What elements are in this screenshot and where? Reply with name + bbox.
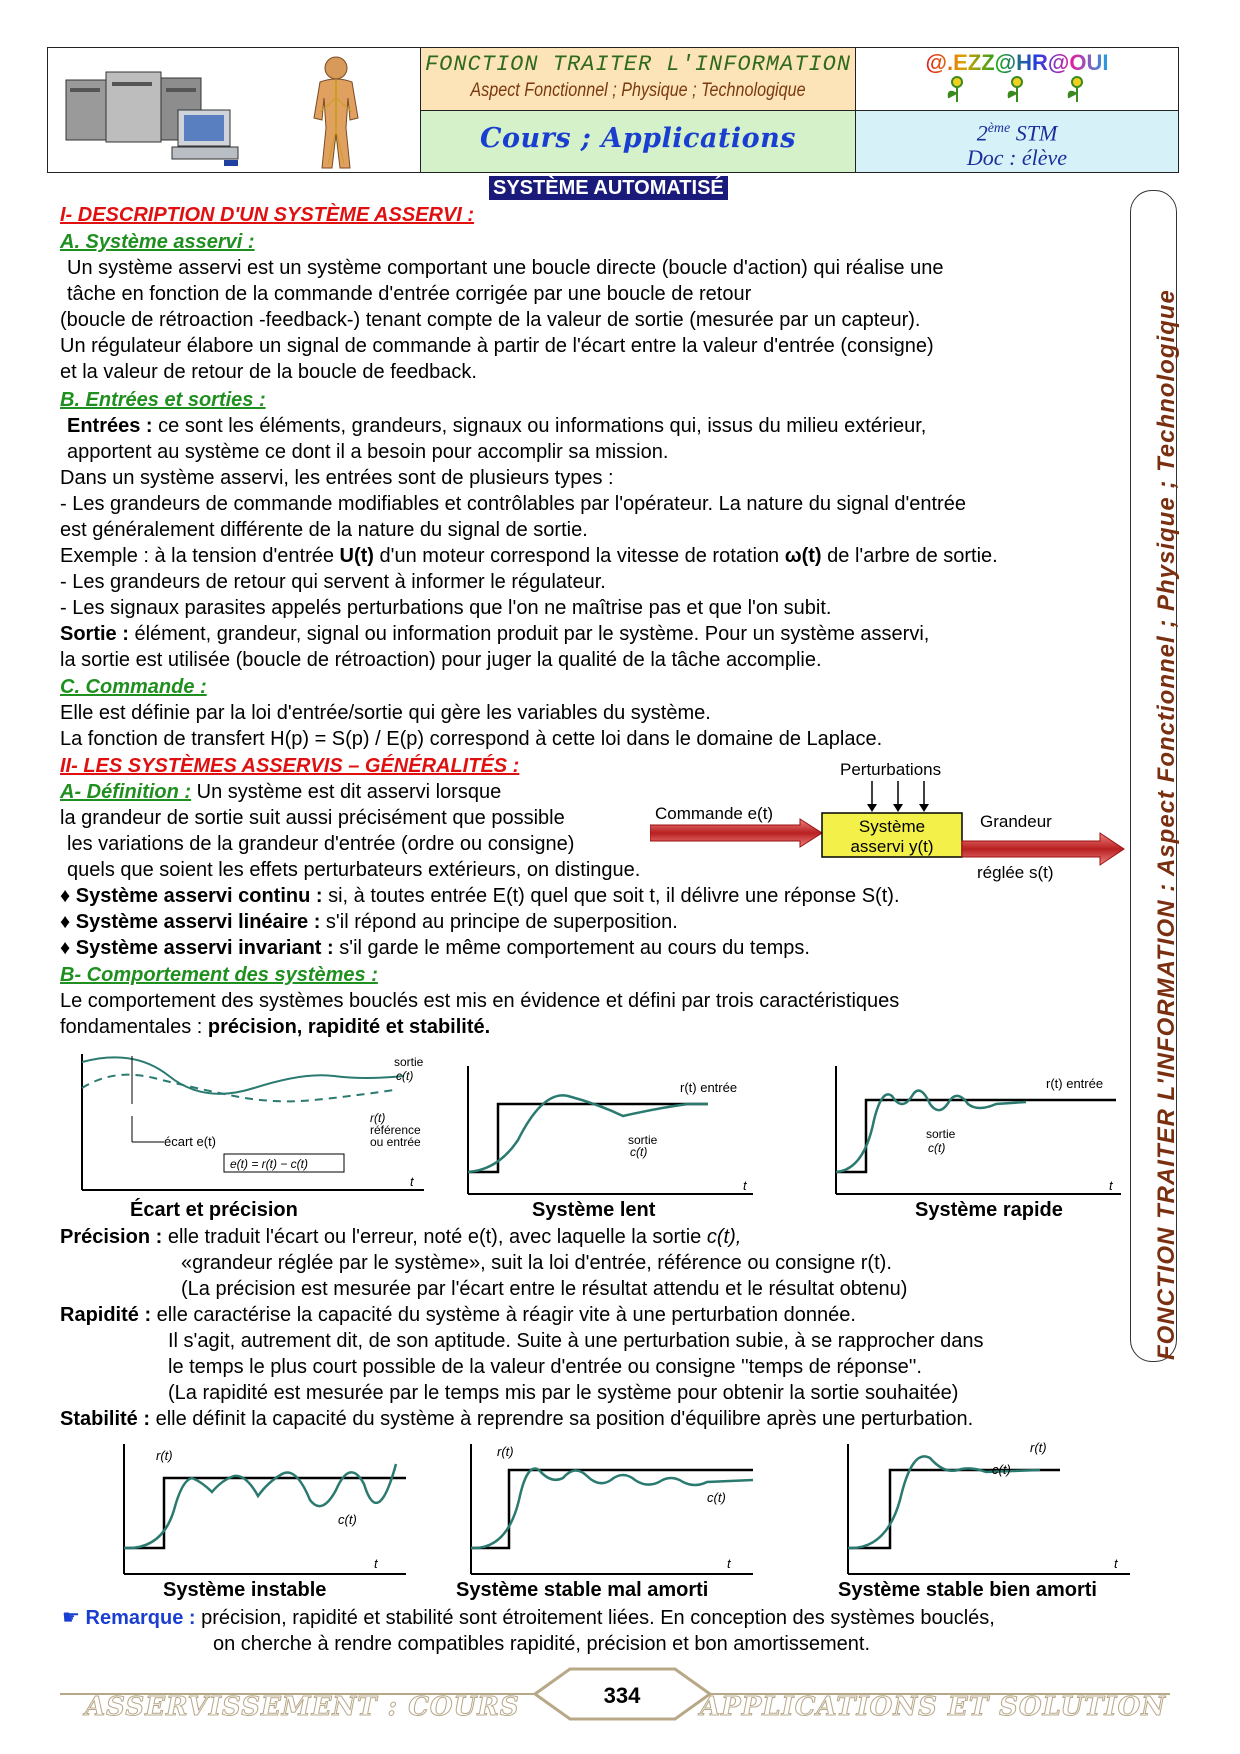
- side-band-text: FONCTION TRAITER L'INFORMATION : Aspect Fonctionnel ; Physique ; Technologique: [1153, 289, 1180, 1360]
- commande-line-2: La fonction de transfert H(p) = S(p) / E(p) correspond à cette loi dans le domaine de Laplace.: [60, 728, 883, 750]
- entrees-line-1: Entrées : ce sont les éléments, grandeurs, signaux ou informations qui, issus du milieu extérieur,: [67, 415, 927, 437]
- sortie-line-2: la sortie est utilisée (boucle de rétroaction) pour juger la qualité de la tâche accomplie.: [60, 649, 822, 671]
- behaviour-line-2: fondamentales : précision, rapidité et stabilité.: [60, 1016, 491, 1038]
- g4-ct: c(t): [338, 1512, 357, 1527]
- sortie-line-1: Sortie : élément, grandeur, signal ou information produit par le système. Pour un système asservi,: [60, 623, 930, 645]
- flowers-icon: [917, 74, 1117, 104]
- g5-ct: c(t): [707, 1490, 726, 1505]
- header-level: 2ème STM: [976, 120, 1058, 146]
- g6-response: [848, 1456, 1040, 1548]
- g3-rt: r(t) entrée: [1046, 1076, 1104, 1091]
- definition-line-3: les variations de la grandeur d'entrée (ordre ou consigne): [67, 833, 575, 855]
- section-2b-heading: B- Comportement des systèmes :: [60, 964, 378, 986]
- stabilite-line: Stabilité : elle définit la capacité du système à reprendre sa position d'équilibre après une perturbation.: [60, 1408, 974, 1430]
- graph-systeme-instable: [116, 1440, 416, 1580]
- caption-instable: Système instable: [163, 1579, 327, 1601]
- type-1-line-1: - Les grandeurs de commande modifiables et contrôlables par l'opérateur. La nature du signal d'entrée: [60, 493, 966, 515]
- bullet-continu: ♦ Système asservi continu : si, à toutes entrée E(t) quel que soit t, il délivre une réponse S(t).: [60, 885, 900, 907]
- definition-line-2: la grandeur de sortie suit aussi précisément que possible: [60, 807, 565, 829]
- remarque-line-1: ☛ Remarque : précision, rapidité et stabilité sont étroitement liées. En conception des systèmes bouclés,: [62, 1607, 995, 1629]
- bullet-lineaire: ♦ Système asservi linéaire : s'il répond au principe de superposition.: [60, 911, 678, 933]
- section-1-heading: I- DESCRIPTION D'UN SYSTÈME ASSERVI :: [60, 204, 475, 226]
- graph-systeme-lent: [458, 1060, 758, 1200]
- g3-ct: c(t): [928, 1141, 946, 1155]
- header-aspect: Aspect Fonctionnel ; Physique ; Technologique: [470, 80, 806, 101]
- type-2: - Les grandeurs de retour qui servent à informer le régulateur.: [60, 571, 606, 593]
- g1-ref: référence: [370, 1123, 421, 1137]
- system-label-2: asservi y(t): [850, 837, 934, 856]
- graph-stable-bien-amorti: [840, 1440, 1140, 1580]
- footer-right: APPLICATIONS ET SOLUTION: [700, 1692, 1167, 1722]
- output-curve: [82, 1057, 404, 1093]
- output-arrow: [962, 833, 1124, 865]
- system-label-1: Système: [858, 817, 926, 836]
- g3-t: t: [1109, 1178, 1113, 1193]
- caption-rapide: Système rapide: [915, 1199, 1063, 1221]
- remarque-line-2: on cherche à rendre compatibles rapidité, précision et bon amortissement.: [213, 1633, 871, 1655]
- reference-curve: [82, 1075, 394, 1102]
- grandeur-label-1: Grandeur: [980, 812, 1052, 831]
- g6-rt: r(t): [1030, 1440, 1047, 1455]
- header-table: [47, 47, 1179, 173]
- g5-t: t: [727, 1556, 731, 1571]
- g3-sortie: sortie: [926, 1127, 956, 1141]
- para-1a-line-2: tâche en fonction de la commande d'entrée corrigée par une boucle de retour: [67, 283, 752, 305]
- para-1a-line-5: et la valeur de retour de la boucle de feedback.: [60, 361, 477, 383]
- g5-response: [471, 1469, 753, 1548]
- header-cours-cell: [421, 111, 856, 172]
- type-1-line-2: est généralement différente de la nature du signal de sortie.: [60, 519, 588, 541]
- input-arrow: [650, 819, 822, 847]
- section-1c-heading: C. Commande :: [60, 676, 207, 698]
- definition-line-1: A- Définition : Un système est dit asservi lorsque: [60, 781, 502, 803]
- page-number: 334: [603, 1683, 641, 1708]
- graph-ecart-precision: [74, 1050, 434, 1200]
- g3-step: [836, 1100, 1116, 1172]
- g1-rt: r(t): [370, 1111, 386, 1125]
- header-doc: Doc : élève: [966, 145, 1068, 171]
- perturbation-arrows: [872, 781, 924, 807]
- g4-t: t: [374, 1556, 378, 1571]
- g2-response: [468, 1095, 708, 1172]
- commande-label: Commande e(t): [655, 804, 774, 823]
- g2-rt: r(t) entrée: [680, 1080, 738, 1095]
- g2-t: t: [743, 1178, 747, 1193]
- section-1b-heading: B. Entrées et sorties :: [60, 389, 266, 411]
- footer-left: ASSERVISSEMENT : COURS: [85, 1692, 520, 1722]
- g1-t: t: [410, 1174, 414, 1189]
- g1-ecart: écart e(t): [164, 1134, 217, 1149]
- header-level-cell: [856, 111, 1178, 172]
- g6-t: t: [1114, 1556, 1118, 1571]
- entrees-line-2: apportent au système ce dont il a besoin pour accomplir sa mission.: [67, 441, 669, 463]
- commande-line-1: Elle est définie par la loi d'entrée/sortie qui gère les variables du système.: [60, 702, 711, 724]
- caption-ecart: Écart et précision: [130, 1199, 298, 1221]
- pointing-hand-icon: ☛: [62, 1607, 80, 1629]
- page-title: SYSTÈME AUTOMATISÉ: [489, 176, 728, 200]
- rapidite-line-4: (La rapidité est mesurée par le temps mis par le système pour obtenir la sortie souhaitée): [168, 1382, 959, 1404]
- header-author: @.EZZ@HR@OUI: [925, 50, 1109, 75]
- g1-formula: e(t) = r(t) − c(t): [230, 1157, 308, 1171]
- caption-mal-amorti: Système stable mal amorti: [456, 1579, 709, 1601]
- header-function-cell: [421, 48, 856, 111]
- g2-step: [468, 1104, 708, 1172]
- graph-systeme-rapide: [826, 1060, 1126, 1200]
- para-1a-line-4: Un régulateur élabore un signal de commande à partir de l'écart entre la valeur d'entrée (consigne): [60, 335, 934, 357]
- para-1a-line-1: Un système asservi est un système comportant une boucle directe (boucle d'action) qui réalise une: [67, 257, 944, 279]
- definition-line-4: quels que soient les effets perturbateurs extérieurs, on distingue.: [67, 859, 641, 881]
- precision-line-2: «grandeur réglée par le système», suit la loi d'entrée, référence ou consigne r(t).: [181, 1252, 892, 1274]
- para-1a-line-3: (boucle de rétroaction -feedback-) tenant compte de la valeur de sortie (mesurée par un capteur).: [60, 309, 921, 331]
- g1-ou: ou entrée: [370, 1135, 421, 1149]
- graph-stable-mal-amorti: [463, 1440, 763, 1580]
- bullet-invariant: ♦ Système asservi invariant : s'il garde le même comportement au cours du temps.: [60, 937, 810, 959]
- section-1a-heading: A. Système asservi :: [60, 231, 255, 253]
- header-cours: Cours ; Applications: [479, 123, 797, 154]
- header-function: FONCTION TRAITER L'INFORMATION: [424, 52, 852, 77]
- rapidite-line-1: Rapidité : elle caractérise la capacité du système à réagir vite à une perturbation donnée.: [60, 1304, 856, 1326]
- rapidite-line-3: le temps le plus court possible de la valeur d'entrée ou consigne ''temps de réponse''.: [168, 1356, 922, 1378]
- types-intro: Dans un système asservi, les entrées sont de plusieurs types :: [60, 467, 614, 489]
- perturbations-label: Perturbations: [840, 760, 942, 779]
- g5-rt: r(t): [497, 1444, 514, 1459]
- g1-sortie: sortie: [394, 1055, 424, 1069]
- g2-ct: c(t): [630, 1145, 648, 1159]
- g2-sortie: sortie: [628, 1133, 658, 1147]
- computer-and-body-illustration: [48, 48, 420, 172]
- header-author-cell: [856, 48, 1178, 111]
- section-2-heading: II- LES SYSTÈMES ASSERVIS – GÉNÉRALITÉS :: [60, 755, 520, 777]
- behaviour-line-1: Le comportement des systèmes bouclés est mis en évidence et défini par trois caractéristiques: [60, 990, 900, 1012]
- header-illustration: [48, 48, 421, 172]
- caption-lent: Système lent: [532, 1199, 656, 1221]
- g6-ct: c(t): [992, 1462, 1011, 1477]
- rapidite-line-2: Il s'agit, autrement dit, de son aptitude. Suite à une perturbation subie, à se rapprocher dans: [168, 1330, 984, 1352]
- example-line: Exemple : à la tension d'entrée U(t) d'un moteur correspond la vitesse de rotation ω(t) de l'arbre de sortie.: [60, 545, 998, 567]
- precision-line-1: Précision : elle traduit l'écart ou l'erreur, noté e(t), avec laquelle la sortie c(t),: [60, 1226, 742, 1248]
- caption-bien-amorti: Système stable bien amorti: [838, 1579, 1097, 1601]
- precision-line-3: (La précision est mesurée par l'écart entre le résultat attendu et le résultat obtenu): [181, 1278, 908, 1300]
- grandeur-label-2: réglée s(t): [977, 863, 1054, 882]
- g4-rt: r(t): [156, 1448, 173, 1463]
- g1-ct: c(t): [396, 1069, 414, 1083]
- block-diagram: [650, 757, 1130, 887]
- type-3: - Les signaux parasites appelés perturbations que l'on ne maîtrise pas et que l'on subit.: [60, 597, 832, 619]
